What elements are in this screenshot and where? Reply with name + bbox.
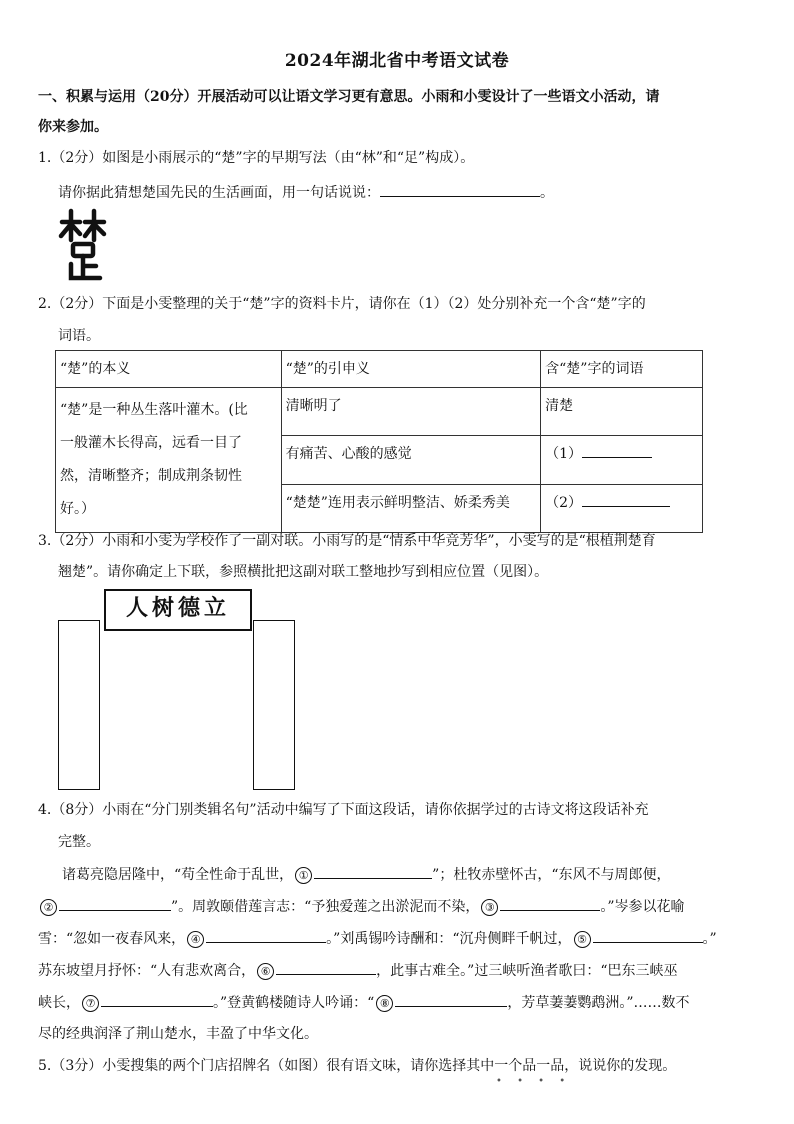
q4-text: 苏东坡望月抒怀：“人有悲欢离合，: [38, 963, 256, 979]
q4-text: 峡长，: [38, 995, 80, 1011]
q4-mark: ⑧: [376, 995, 393, 1012]
page-title: 2024年湖北省中考语文试卷: [284, 51, 510, 71]
benyi-line: 然，清晰整齐；制成荆条韧性: [60, 468, 242, 484]
q4-para-line: [38, 992, 690, 1013]
chu-ancient-glyph-icon: [58, 208, 108, 282]
q4-stem: 4.（8分）小雨在“分门别类辑名句”活动中编写了下面这段话，请你依据学过的古诗文将这段话补充: [38, 802, 649, 818]
q4-blank-6[interactable]: [276, 960, 376, 975]
q4-blank-2[interactable]: [59, 896, 171, 911]
couplet-left-scroll[interactable]: [58, 620, 100, 790]
ciyu-label: （1）: [545, 446, 583, 463]
q4-text: 诸葛亮隐居隆中，“苟全性命于乱世，: [62, 867, 294, 883]
q4-mark: ①: [295, 867, 312, 884]
yinshen-cell: 清晰明了: [281, 388, 541, 436]
header-yinshen: “楚”的引申义: [281, 351, 541, 388]
yinshen-cell: 有痛苦、心酸的感觉: [281, 436, 541, 484]
q4-blank-3[interactable]: [500, 896, 600, 911]
benyi-line: “楚”是一种丛生落叶灌木。(比: [60, 402, 248, 418]
q4-para-line: 尽的经典润泽了荆山楚水，丰盈了中华文化。: [38, 1026, 318, 1042]
ciyu-cell: 清楚: [541, 388, 703, 436]
section-heading-cont: 你来参加。: [38, 119, 108, 135]
q4-text: 。”: [702, 931, 717, 947]
q4-mark: ⑤: [574, 931, 591, 948]
q4-text: 。”岑参以花喻: [600, 899, 685, 915]
q1-prompt: [58, 182, 554, 203]
benyi-cell: [56, 388, 282, 533]
emphasis-dots: • • • •: [496, 1076, 572, 1087]
q4-blank-7[interactable]: [101, 992, 213, 1007]
q4-blank-5[interactable]: [593, 928, 703, 943]
section-heading: 一、积累与运用（20分）开展活动可以让语文学习更有意思。小雨和小雯设计了一些语文小活动，请: [38, 89, 660, 105]
q2-stem: 2.（2分）下面是小雯整理的关于“楚”字的资料卡片，请你在（1）（2）处分别补充一个含“楚”字的: [38, 296, 646, 312]
ciyu-cell: [541, 436, 703, 484]
q4-text: 。”刘禹锡吟诗酬和：“沉舟侧畔千帆过，: [326, 931, 572, 947]
q4-para-line: [38, 928, 717, 949]
q4-stem-cont: 完整。: [58, 834, 100, 850]
q4-mark: ⑥: [257, 963, 274, 980]
q4-blank-4[interactable]: [206, 928, 326, 943]
q1-answer-blank[interactable]: [380, 182, 540, 197]
header-ciyu: 含“楚”字的词语: [541, 351, 703, 388]
ciyu-label: （2）: [545, 494, 583, 511]
q4-blank-8[interactable]: [395, 992, 507, 1007]
q4-mark: ④: [187, 931, 204, 948]
q4-para-line: [38, 960, 678, 981]
q4-mark: ②: [40, 899, 57, 916]
q4-para-line: [62, 864, 670, 885]
q4-text: 。”登黄鹤楼随诗人吟诵：“: [213, 995, 375, 1011]
benyi-line: 一般灌木长得高，远看一目了: [60, 435, 242, 451]
q2-stem-cont: 词语。: [58, 328, 100, 344]
q3-stem-cont: 翘楚”。请你确定上下联，参照横批把这副对联工整地抄写到相应位置（见图）。: [58, 564, 549, 580]
q4-mark: ⑦: [82, 995, 99, 1012]
q4-blank-1[interactable]: [314, 864, 432, 879]
q4-text: ”；杜牧赤壁怀古，“东风不与周郎便，: [432, 867, 671, 883]
table-header-row: [56, 351, 703, 388]
header-benyi: “楚”的本义: [56, 351, 282, 388]
q5-stem: 5.（3分）小雯搜集的两个门店招牌名（如图）很有语文味，请你选择其中一个品一品，说说你的发现。: [38, 1058, 677, 1074]
q4-text: ，此事古难全。”过三峡听渔者歌曰：“巴东三峡巫: [376, 963, 678, 979]
benyi-line: 好。）: [60, 501, 95, 517]
couplet-banner: 人树德立: [104, 589, 252, 631]
couplet-right-scroll[interactable]: [253, 620, 295, 790]
table-row: [56, 388, 703, 436]
q2-answer-blank-2[interactable]: [582, 492, 670, 507]
chu-info-card-table: [55, 350, 703, 533]
yinshen-cell: “楚楚”连用表示鲜明整洁、娇柔秀美: [281, 484, 541, 532]
q4-text: 雪：“忽如一夜春风来，: [38, 931, 186, 947]
q4-text: ”。周敦颐借莲言志：“予独爱莲之出淤泥而不染，: [171, 899, 480, 915]
q1-stem: 1.（2分）如图是小雨展示的“楚”字的早期写法（由“林”和“足”构成）。: [38, 150, 475, 166]
q2-answer-blank-1[interactable]: [582, 443, 652, 458]
q4-para-line: [38, 896, 685, 917]
q3-stem: 3.（2分）小雨和小雯为学校作了一副对联。小雨写的是“情系中华竞芳华”，小雯写的是“根植荆楚育: [38, 533, 656, 549]
ciyu-cell: [541, 484, 703, 532]
q4-mark: ③: [481, 899, 498, 916]
q1-prompt-end: 。: [540, 185, 554, 201]
q4-text: ，芳草萋萋鹦鹉洲。”……数不: [507, 995, 690, 1011]
q1-prompt-text: 请你据此猜想楚国先民的生活画面，用一句话说说：: [58, 185, 380, 201]
